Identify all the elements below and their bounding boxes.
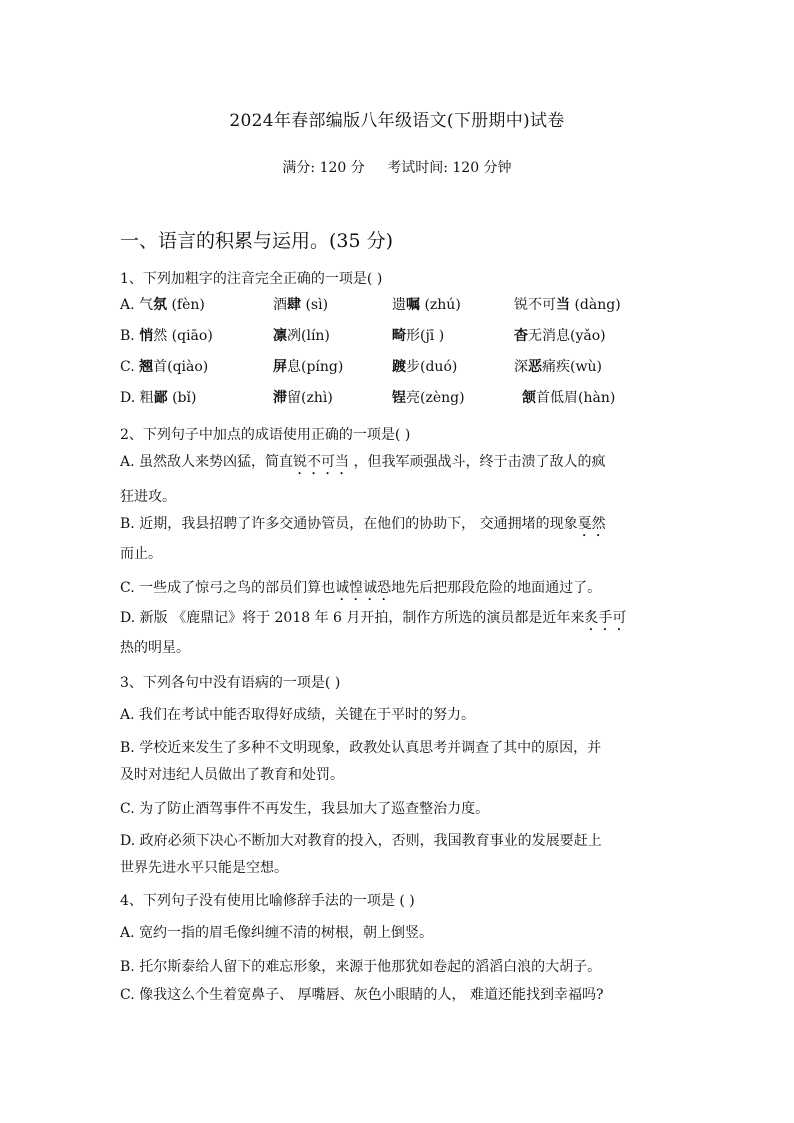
- option-item: 酒肆 (sì): [273, 297, 329, 313]
- option-item: 畸形(jī ): [392, 328, 445, 344]
- q1-option-row-a: [120, 294, 680, 314]
- question-1-stem: 1、下列加粗字的注音完全正确的一项是( ): [120, 271, 383, 287]
- q2-option-b: B. 近期，我县招聘了许多交通协管员，在他们的协助下， 交通拥堵的现象戛然: [120, 516, 606, 532]
- exam-meta: [0, 157, 794, 177]
- question-4-stem: 4、下列句子没有使用比喻修辞手法的一项是 ( ): [120, 893, 415, 909]
- page-title: 2024年春部编版八年级语文(下册期中)试卷: [229, 111, 565, 131]
- q2-option-d-cont: 热的明星。: [120, 640, 190, 656]
- q2-option-d: D. 新版 《鹿鼎记》将于 2018 年 6 月开拍，制作方所选的演员都是近年来炙手可: [120, 610, 627, 626]
- q1-option-row-d: [120, 387, 680, 407]
- option-item: 杳无消息(yǎo): [514, 328, 606, 344]
- q3-option-a: A. 我们在考试中能否取得好成绩，关键在于平时的努力。: [120, 707, 476, 723]
- q1-option-row-c: [120, 356, 680, 376]
- q2-option-b-cont: 而止。: [120, 546, 162, 562]
- q3-option-b-cont: 及时对违纪人员做出了教育和处罚。: [120, 767, 344, 783]
- q3-option-b: B. 学校近来发生了多种不文明现象，政教处认真思考并调查了其中的原因，并: [120, 740, 602, 756]
- option-item: 凛冽(lín): [273, 328, 330, 344]
- q3-option-d: D. 政府必须下决心不断加大对教育的投入，否则，我国教育事业的发展要赶上: [120, 833, 602, 849]
- option-item: D. 粗鄙 (bǐ): [120, 390, 197, 406]
- option-item: 深恶痛疾(wù): [514, 359, 602, 375]
- question-3-stem: 3、下列各句中没有语病的一项是( ): [120, 675, 341, 691]
- option-item: 踱步(duó): [392, 359, 458, 375]
- option-item: 锐不可当 (dàng): [514, 297, 621, 313]
- q3-option-c: C. 为了防止酒驾事件不再发生，我县加大了巡查整治力度。: [120, 801, 490, 817]
- q3-option-d-cont: 世界先进水平只能是空想。: [120, 860, 288, 876]
- section-heading: 一、语言的积累与运用。(35 分): [120, 230, 394, 252]
- option-item: 屏息(píng): [273, 359, 344, 375]
- full-score: 满分: 120 分: [282, 160, 365, 176]
- option-item: C. 翘首(qiào): [120, 359, 209, 375]
- question-2-stem: 2、下列句子中加点的成语使用正确的一项是( ): [120, 427, 411, 443]
- q2-option-a: A. 虽然敌人来势凶猛，简直锐不可当 ，但我军顽强战斗，终于击溃了敌人的疯: [120, 454, 606, 470]
- option-item: 锃亮(zèng): [392, 390, 465, 406]
- option-item: 颔首低眉(hàn): [522, 390, 616, 406]
- q2-option-c: C. 一些成了惊弓之鸟的部员们算也诚惶诚恐地先后把那段危险的地面通过了。: [120, 580, 602, 596]
- option-item: B. 悄然 (qiāo): [120, 328, 213, 344]
- option-item: 滞留(zhì): [273, 390, 333, 406]
- option-item: 遗嘱 (zhú): [392, 297, 461, 313]
- q1-option-row-b: [120, 325, 680, 345]
- exam-time: 考试时间: 120 分钟: [387, 160, 512, 176]
- q4-option-b: B. 托尔斯泰给人留下的难忘形象，来源于他那犹如卷起的滔滔白浪的大胡子。: [120, 959, 602, 975]
- q4-option-a: A. 宽约一指的眉毛像纠缠不清的树根，朝上倒竖。: [120, 925, 434, 941]
- q2-option-a-cont: 狂进攻。: [120, 489, 176, 505]
- q4-option-c: C. 像我这么个生着宽鼻子、 厚嘴唇、灰色小眼睛的人， 难道还能找到幸福吗?: [120, 987, 604, 1003]
- option-item: A. 气氛 (fèn): [120, 297, 205, 313]
